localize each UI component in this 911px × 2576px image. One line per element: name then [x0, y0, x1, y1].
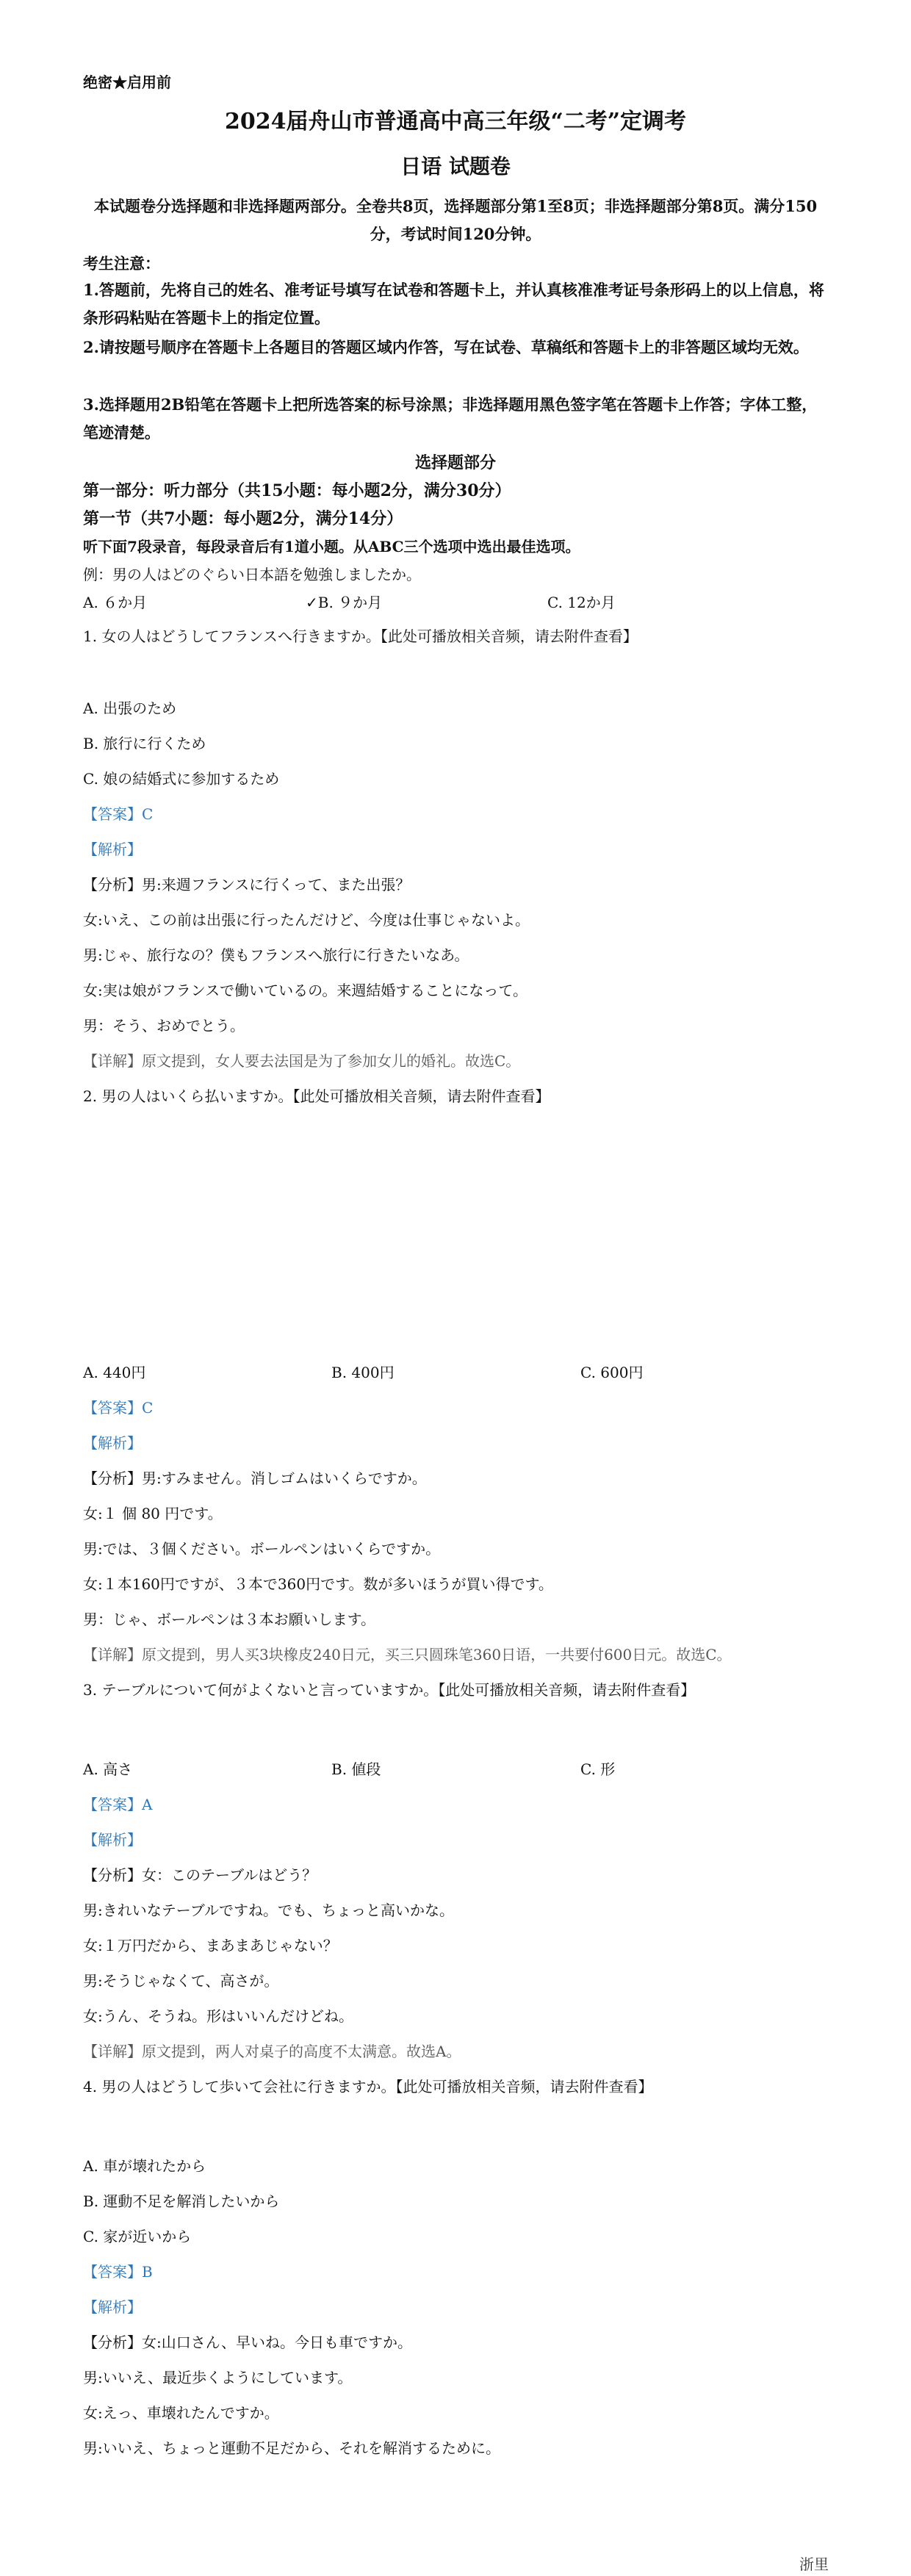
- question-3-dialog-3: 女:１万円だから、まあまあじゃない？: [83, 1937, 338, 1954]
- example-option-b: ✓B. ９か月: [306, 594, 383, 611]
- question-1-option-a: A. 出張のため: [83, 699, 177, 717]
- question-2-answer: 【答案】C: [83, 1399, 154, 1417]
- section-title: 选择题部分: [414, 453, 496, 472]
- question-3-answer: 【答案】A: [83, 1796, 153, 1813]
- question-3-option-b: B. 値段: [331, 1760, 381, 1778]
- question-4-stem: 4. 男の人はどうして歩いて会社に行きますか。【此处可播放相关音频，请去附件查看】: [83, 2078, 653, 2095]
- notice-heading: 考生注意：: [83, 254, 160, 273]
- question-3-dialog-5: 女:うん、そうね。形はいいんだけどね。: [83, 2007, 353, 2025]
- notice-item-2: 2.请按题号顺序在答题卡上各题目的答题区域内作答，写在试卷、草稿纸和答题卡上的非答题区域均无效。: [83, 338, 809, 356]
- question-2-option-c: C. 600円: [580, 1364, 644, 1381]
- notice-item-3: 3.选择题用2B铅笔在答题卡上把所选答案的标号涂黑；非选择题用黑色签字笔在答题卡上作答；字体工整，笔迹清楚。: [83, 395, 818, 442]
- question-4-dialog-4: 男:いいえ、ちょっと運動不足だから、それを解消するために。: [83, 2439, 500, 2457]
- question-2-dialog-4: 女:１本160円ですが、３本で360円です。数が多いほうが買い得です。: [83, 1575, 553, 1593]
- notice-item-1: 1.答题前，先将自己的姓名、准考证号填写在试卷和答题卡上，并认真核准准考证号条形码上的以上信息，将条形码粘贴在答题卡上的指定位置。: [83, 281, 824, 327]
- question-1-option-c: C. 娘の結婚式に参加するため: [83, 770, 280, 788]
- question-1-dialog-3: 男:じゃ、旅行なの？僕もフランスへ旅行に行きたいなあ。: [83, 946, 469, 964]
- part1-sec1-heading: 第一节（共7小题：每小题2分，满分14分）: [83, 509, 403, 528]
- question-3-analysis-label: 【解析】: [83, 1831, 142, 1849]
- example-option-c: C. 12か月: [547, 594, 616, 611]
- question-3-option-a: A. 高さ: [83, 1760, 133, 1778]
- question-1-detail: 【详解】原文提到，女人要去法国是为了参加女儿的婚礼。故选C。: [83, 1052, 521, 1070]
- question-3-dialog-2: 男:きれいなテーブルですね。でも、ちょっと高いかな。: [83, 1902, 454, 1919]
- question-1-option-b: B. 旅行に行くため: [83, 735, 206, 752]
- question-4-dialog-2: 男:いいえ、最近歩くようにしています。: [83, 2369, 353, 2386]
- page-footer-watermark: 浙里: [799, 2555, 829, 2573]
- question-2-dialog-2: 女:１ 個 80 円です。: [83, 1505, 223, 1522]
- answer-text: 【答案】C: [83, 805, 154, 823]
- question-3-detail: 【详解】原文提到，两人对桌子的高度不太满意。故选A。: [83, 2043, 461, 2060]
- question-2-option-a: A. 440円: [83, 1364, 146, 1381]
- question-1-dialog-5: 男：そう、おめでとう。: [83, 1017, 245, 1035]
- exam-title: 2024届舟山市普通高中高三年级“二考”定调考: [224, 109, 686, 134]
- listening-instruction: 听下面7段录音，每段录音后有1道小题。从ABC三个选项中选出最佳选项。: [83, 538, 580, 555]
- question-4-answer: 【答案】B: [83, 2263, 153, 2281]
- question-4-dialog-1: 【分析】女:山口さん、早いね。今日も車ですか。: [83, 2334, 412, 2351]
- question-4-dialog-3: 女:えっ、車壊れたんですか。: [83, 2404, 279, 2422]
- question-1-analysis-label: 【解析】: [83, 841, 142, 858]
- question-2-dialog-3: 男:では、３個ください。ボールペンはいくらですか。: [83, 1540, 441, 1558]
- exam-intro: 本试题卷分选择题和非选择题两部分。全卷共8页，选择题部分第1至8页；非选择题部分第8页。满分150分，考试时间120分钟。: [93, 197, 818, 243]
- question-1-dialog-4: 女:実は娘がフランスで働いているの。来週結婚することになって。: [83, 982, 527, 999]
- question-3-stem: 3. テーブルについて何がよくないと言っていますか。【此处可播放相关音频，请去附件查看】: [83, 1681, 696, 1699]
- secret-label: 绝密★启用前: [83, 73, 171, 91]
- question-1-stem: 1. 女の人はどうしてフランスへ行きますか。【此处可播放相关音频，请去附件查看】: [83, 627, 638, 645]
- question-2-stem: 2. 男の人はいくら払いますか。【此处可播放相关音频，请去附件查看】: [83, 1087, 550, 1105]
- question-4-option-a: A. 車が壊れたから: [83, 2157, 206, 2175]
- question-2-analysis-label: 【解析】: [83, 1434, 142, 1452]
- question-4-analysis-label: 【解析】: [83, 2298, 142, 2316]
- question-3-dialog-4: 男:そうじゃなくて、高さが。: [83, 1972, 279, 1990]
- question-2-dialog-5: 男：じゃ、ボールペンは３本お願いします。: [83, 1611, 375, 1628]
- question-4-option-b: B. 運動不足を解消したいから: [83, 2192, 280, 2210]
- question-3-dialog-1: 【分析】女：このテーブルはどう？: [83, 1866, 317, 1884]
- question-1-dialog-2: 女:いえ、この前は出張に行ったんだけど、今度は仕事じゃないよ。: [83, 911, 530, 929]
- question-2-detail: 【详解】原文提到，男人买3块橡皮240日元，买三只圆珠笔360日语，一共要付600日元。故选C。: [83, 1646, 732, 1663]
- question-2-dialog-1: 【分析】男:すみません。消しゴムはいくらですか。: [83, 1469, 427, 1487]
- part1-heading: 第一部分：听力部分（共15小题：每小题2分，满分30分）: [83, 481, 511, 500]
- question-1-dialog-1: 【分析】男:来週フランスに行くって、また出張？: [83, 876, 411, 893]
- question-1-answer: [83, 804, 828, 824]
- exam-subtitle: 日语 试题卷: [400, 154, 511, 179]
- question-3-option-c: C. 形: [580, 1760, 616, 1778]
- example-question: 例：男の人はどのぐらい日本語を勉強しましたか。: [83, 566, 421, 583]
- example-option-a: A. ６か月: [83, 594, 148, 611]
- question-4-option-c: C. 家が近いから: [83, 2228, 192, 2245]
- question-2-option-b: B. 400円: [331, 1364, 395, 1381]
